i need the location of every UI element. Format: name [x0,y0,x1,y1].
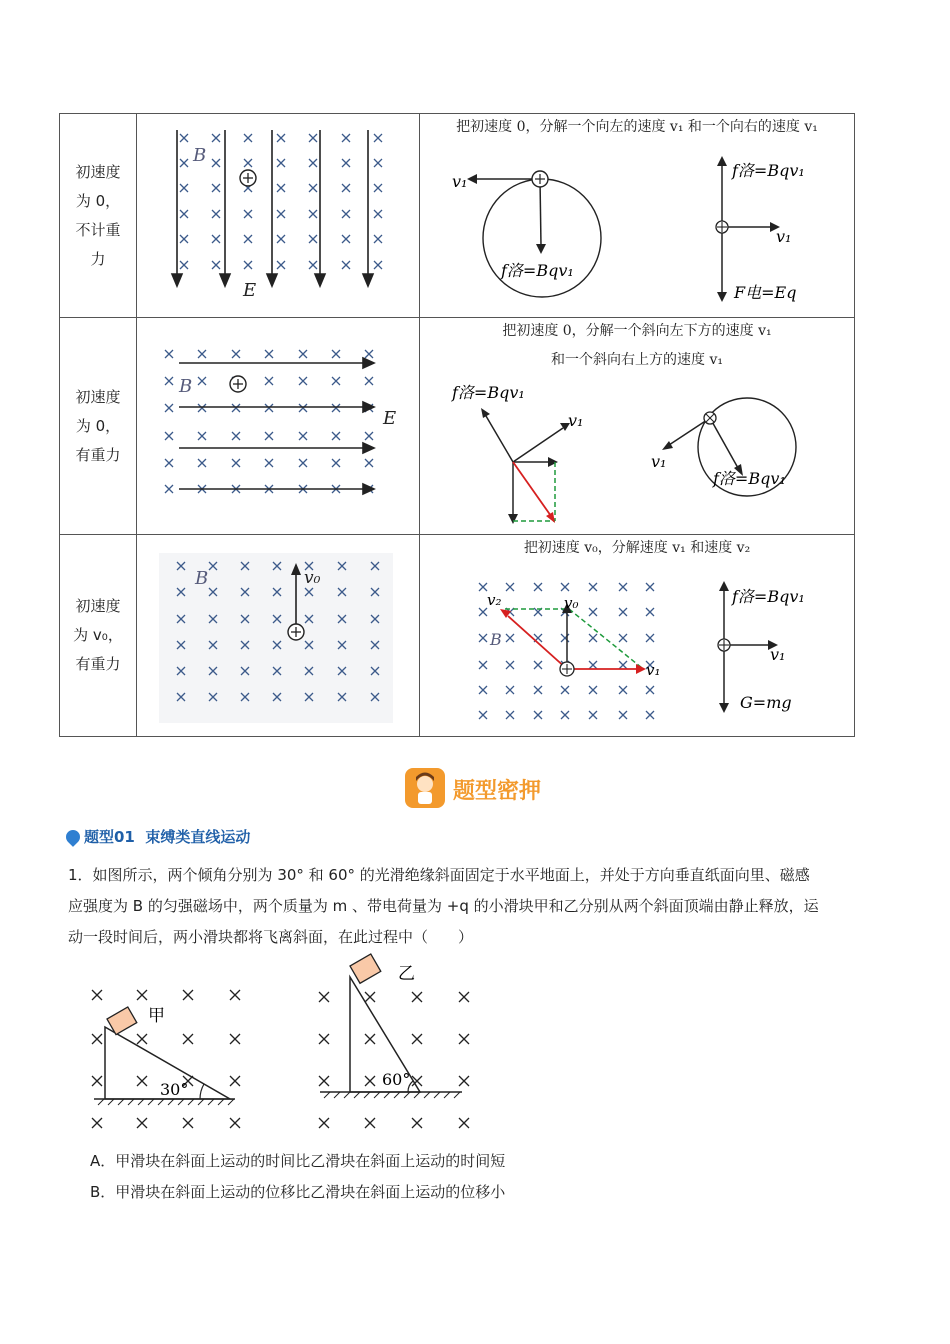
field-cross-mark [299,459,307,467]
location-pin-icon [63,827,83,847]
field-cross-mark [374,184,382,192]
field-cross-mark [342,159,350,167]
decomposition-cell [420,535,854,736]
field-cross-mark [92,990,102,1000]
figure-crosses-left [92,990,240,1128]
field-cross-mark [165,459,173,467]
field-cross-mark [212,210,220,218]
field-cross-mark [165,350,173,358]
v1-up-label: v₁ [568,411,584,430]
field-cross-mark [92,1034,102,1044]
field-cross-mark [412,1034,422,1044]
v0-label: v₀ [304,568,321,588]
field-cross-mark [479,583,487,591]
field-cross-mark [589,608,597,616]
field-cross-mark [244,210,252,218]
field-cross-mark [319,1118,329,1128]
field-cross-mark [342,184,350,192]
field-cross-mark [212,261,220,269]
field-cross-mark [646,686,654,694]
field-cross-mark [212,235,220,243]
field-cross-mark [589,711,597,719]
field-cross-mark [183,1118,193,1128]
field-cross-mark [561,634,569,642]
field-cross-mark [506,661,514,669]
field-cross-mark [534,686,542,694]
magnetic-field-crosses [180,134,382,269]
field-cross-mark [412,1118,422,1128]
v1-right-label: v₁ [776,227,792,246]
field-cross-mark [277,235,285,243]
field-cross-mark [277,210,285,218]
field-cross-mark [212,159,220,167]
field-cross-mark [479,661,487,669]
field-cross-mark [332,432,340,440]
field-cross-mark [212,134,220,142]
field-cross-mark [619,583,627,591]
lorentz-circle-label: f洛=Bqv₁ [713,469,786,488]
field-cross-mark [589,686,597,694]
field-cross-mark [365,377,373,385]
e-label: E [243,280,257,301]
b-label: B [490,630,502,649]
decomposition-cell [420,318,854,534]
field-cross-mark [277,184,285,192]
field-cross-mark [265,350,273,358]
field-cross-mark [230,990,240,1000]
table-row [60,114,854,318]
lorentz-top-label: f洛=Bqv₁ [732,161,805,180]
lorentz-label: f洛=Bqv₁ [452,383,525,402]
field-cross-mark [232,350,240,358]
lorentz-label: f洛=Bqv₁ [732,587,805,606]
field-cross-mark [137,1118,147,1128]
field-cross-mark [374,235,382,243]
field-cross-mark [230,1118,240,1128]
field-diagram-cell [137,114,420,317]
field-cross-mark [646,711,654,719]
field-cross-mark [506,686,514,694]
v0-label: v₀ [564,594,579,612]
field-cross-mark [479,608,487,616]
field-cross-mark [212,184,220,192]
field-diagram-2 [137,318,420,535]
decomposition-caption: 把初速度 v₀，分解速度 v₁ 和速度 v₂ [523,540,751,556]
angle-30-label: 30° [160,1080,189,1099]
angle-60-label: 60° [382,1070,411,1089]
field-cross-mark [479,634,487,642]
field-cross-mark [299,377,307,385]
field-cross-mark [309,184,317,192]
field-cross-mark [180,184,188,192]
field-cross-mark [506,634,514,642]
field-cross-mark [479,711,487,719]
field-cross-mark [534,583,542,591]
field-cross-mark [619,634,627,642]
comparison-table [59,113,855,737]
field-cross-mark [183,990,193,1000]
table-row [60,535,854,736]
v1-left-label: v₁ [452,172,468,191]
field-cross-mark [309,159,317,167]
field-cross-mark [479,686,487,694]
field-cross-mark [244,261,252,269]
decomposition-diagram-3 [420,535,854,736]
field-cross-mark [589,583,597,591]
field-cross-mark [265,404,273,412]
field-cross-mark [561,583,569,591]
field-cross-mark [309,134,317,142]
field-cross-mark [459,1034,469,1044]
field-cross-mark [589,661,597,669]
banner-graphic [405,768,550,810]
field-cross-mark [137,1034,147,1044]
field-cross-mark [319,1034,329,1044]
field-cross-mark [342,134,350,142]
field-cross-mark [374,261,382,269]
decomposition-diagram-1 [420,114,854,318]
field-cross-mark [232,459,240,467]
field-cross-mark [332,459,340,467]
field-cross-mark [342,235,350,243]
decomposition-cell [420,114,854,317]
field-cross-mark [619,686,627,694]
field-cross-mark [619,711,627,719]
field-cross-mark [365,992,375,1002]
incline-figure [80,955,500,1135]
block-yi-label: 乙 [398,964,415,984]
field-cross-mark [180,159,188,167]
magnetic-field-crosses [165,350,373,493]
option-b[interactable]: B．甲滑块在斜面上运动的位移比乙滑块在斜面上运动的位移小 [90,1183,506,1201]
field-cross-mark [365,1076,375,1086]
condition-cell: 初速度 为 0， 不计重 力 [60,114,137,317]
field-cross-mark [232,432,240,440]
field-cross-mark [244,235,252,243]
b-label: B [179,376,193,397]
e-label: E [383,408,397,429]
field-cross-mark [180,134,188,142]
field-cross-mark [277,261,285,269]
field-cross-mark [561,711,569,719]
field-cross-mark [319,992,329,1002]
b-label: B [195,568,209,589]
field-cross-mark [646,634,654,642]
field-cross-mark [561,686,569,694]
field-cross-mark [332,404,340,412]
field-cross-mark [230,1076,240,1086]
field-cross-mark [374,134,382,142]
field-cross-mark [309,261,317,269]
field-cross-mark [198,350,206,358]
field-cross-mark [459,992,469,1002]
field-cross-mark [180,261,188,269]
field-cross-mark [299,350,307,358]
field-cross-mark [137,1076,147,1086]
field-cross-mark [374,210,382,218]
field-cross-mark [365,1034,375,1044]
field-cross-mark [198,377,206,385]
field-cross-mark [365,1118,375,1128]
v2-label: v₂ [487,591,502,609]
field-diagram-3 [137,535,420,736]
field-cross-mark [309,235,317,243]
field-cross-mark [646,608,654,616]
field-cross-mark [332,377,340,385]
field-cross-mark [374,159,382,167]
field-cross-mark [459,1076,469,1086]
field-cross-mark [506,583,514,591]
field-cross-mark [92,1118,102,1128]
field-cross-mark [342,261,350,269]
field-cross-mark [232,404,240,412]
field-cross-mark [198,432,206,440]
field-cross-mark [365,432,373,440]
field-cross-mark [265,459,273,467]
banner-title: 题型密押 [453,779,542,804]
lorentz-label: f洛=Bqv₁ [501,261,574,280]
v1-label: v₁ [646,661,661,679]
section-banner [405,768,550,810]
field-diagram-cell [137,535,420,736]
field-cross-mark [277,134,285,142]
field-cross-mark [309,210,317,218]
decomposition-caption: 把初速度 0，分解一个向左的速度 v₁ 和一个向右的速度 v₁ [456,119,818,135]
option-a[interactable]: A．甲滑块在斜面上运动的时间比乙滑块在斜面上运动的时间短 [90,1152,506,1170]
field-cross-mark [265,377,273,385]
section-heading: 题型01 束缚类直线运动 [66,826,250,847]
gravity-label: G=mg [740,693,792,712]
field-cross-mark [180,210,188,218]
field-cross-mark [244,159,252,167]
condition-cell: 初速度 为 0， 有重力 [60,318,137,534]
field-cross-mark [265,432,273,440]
v1-left-label: v₁ [651,452,667,471]
field-cross-mark [619,661,627,669]
field-cross-mark [277,159,285,167]
ground-hatch-right [324,1092,460,1098]
electric-force-label: F电=Eq [734,283,797,302]
v1-right-label: v₁ [770,645,786,664]
field-cross-mark [646,583,654,591]
field-cross-mark [198,459,206,467]
field-cross-mark [534,711,542,719]
field-cross-mark [198,404,206,412]
field-cross-mark [299,432,307,440]
field-cross-mark [244,134,252,142]
ground-hatch-left [98,1099,234,1105]
block-jia-label: 甲 [148,1006,165,1026]
field-cross-mark [230,1034,240,1044]
field-cross-mark [183,1034,193,1044]
decomposition-caption-2: 和一个斜向右上方的速度 v₁ [551,352,723,368]
field-cross-mark [534,661,542,669]
field-cross-mark [165,377,173,385]
field-cross-mark [365,350,373,358]
field-diagram-cell [137,318,420,534]
field-cross-mark [165,432,173,440]
field-cross-mark [92,1076,102,1086]
question-text: 1．如图所示，两个倾角分别为 30° 和 60° 的光滑绝缘斜面固定于水平地面上，并处于方向垂直纸面向里、磁感 应强度为 B 的匀强磁场中，两个质量为 m 、带电荷量为 +q 的小滑块甲和乙分别从两个斜面顶端由静止释放，运 动一段时间后，两小滑块都将飞离斜面，在此过程中（ ） [68,866,819,946]
field-cross-mark [319,1076,329,1086]
decomposition-diagram-2 [420,318,854,535]
figure-crosses-right [319,992,469,1128]
field-cross-mark [412,992,422,1002]
field-cross-mark [180,235,188,243]
field-cross-mark [342,210,350,218]
field-cross-mark [589,634,597,642]
table-row [60,318,854,535]
field-cross-mark [365,459,373,467]
electric-field-arrows [179,358,374,494]
field-cross-mark [165,485,173,493]
field-cross-mark [299,404,307,412]
field-cross-mark [619,608,627,616]
field-cross-mark [137,990,147,1000]
condition-cell: 初速度 为 v₀， 有重力 [60,535,137,736]
field-cross-mark [165,404,173,412]
field-cross-mark [332,350,340,358]
b-label: B [193,145,207,166]
field-diagram-1 [137,114,420,318]
field-cross-mark [506,711,514,719]
decomposition-caption: 把初速度 0，分解一个斜向左下方的速度 v₁ [502,323,772,339]
field-cross-mark [459,1118,469,1128]
